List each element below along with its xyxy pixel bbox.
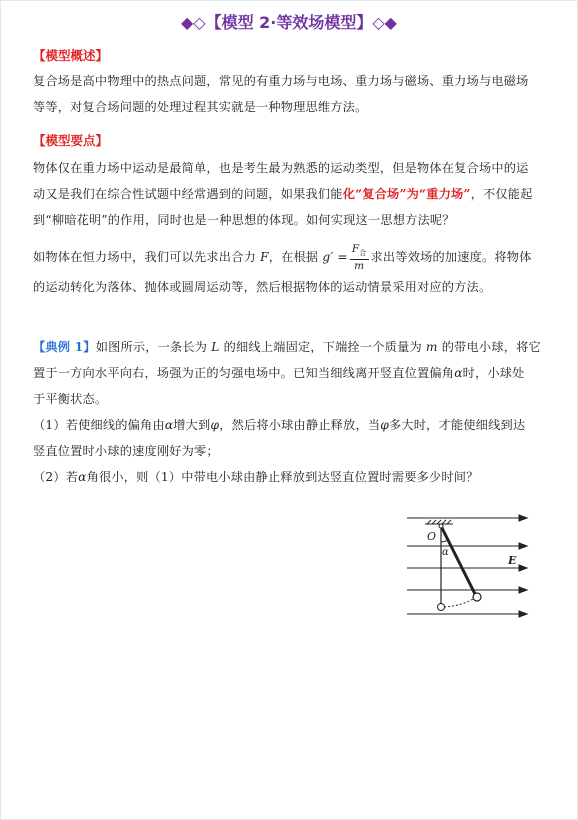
- q2-a: （2）若: [33, 470, 79, 484]
- ceiling-hatch: [425, 520, 453, 524]
- q1-alpha: α: [164, 418, 174, 432]
- formula-fraction: [350, 243, 369, 272]
- example-line-2: [33, 360, 543, 386]
- q2-b: 角很小，则（1）中带电小球由静止释放到达竖直位置时需要多少时间？: [86, 470, 479, 484]
- formula-text-c: 求出等效场的加速度。将物体: [370, 250, 532, 264]
- q1-d: 多大时，才能使细线到达: [388, 418, 526, 432]
- hatch-mark: [437, 520, 441, 524]
- pendulum-string: [441, 526, 475, 594]
- example-line-1-a: 如图所示，一条长为: [95, 340, 208, 354]
- hatch-mark: [447, 520, 451, 524]
- ball-bottom: [438, 604, 445, 611]
- hatch-mark: [427, 520, 431, 524]
- arrow-right-icon: [519, 543, 527, 549]
- question-2-line: [33, 464, 543, 490]
- example-line-2-a: 置于一方向水平向右，场强为正的匀强电场中。已知当细线离开竖直位置偏角: [33, 366, 455, 380]
- label-alpha: α: [442, 547, 449, 558]
- arrow-right-icon: [519, 587, 527, 593]
- page-title: ◆◇【模型 2·等效场模型】◇◆: [180, 13, 397, 32]
- q1-phi-2: φ: [380, 418, 389, 432]
- example-line-2-b: 时，小球处: [462, 366, 525, 380]
- question-1-line-1: [33, 412, 543, 438]
- q2-alpha: α: [78, 470, 87, 484]
- swing-path: [444, 599, 473, 607]
- question-1-line-2: 竖直位置时小球的速度刚好为零；: [33, 444, 219, 458]
- formula-F: F: [260, 250, 269, 264]
- overview-line-1: 复合场是高中物理中的热点问题，常见的有重力场与电场、重力场与磁场、重力场与电磁场: [33, 74, 529, 88]
- example-line-1-c: 的带电小球，将它: [441, 340, 541, 354]
- example-line-1-b: 的细线上端固定，下端拴一个质量为: [223, 340, 422, 354]
- fraction-numerator-sub: 合: [359, 249, 367, 258]
- formula-text-a: 如物体在恒力场中，我们可以先求出合力: [33, 250, 256, 264]
- example-paragraph: [33, 334, 543, 490]
- overview-paragraph: [33, 68, 543, 120]
- keypoints-line-2: [33, 181, 543, 207]
- formula-g: g′ =: [322, 250, 348, 264]
- keypoints-heading: 【模型要点】: [33, 133, 109, 148]
- example-line-1: [33, 334, 543, 360]
- keypoints-paragraph-1: [33, 155, 543, 233]
- keypoints-line-3: 到“柳暗花明”的作用，同时也是一种思想的体现。如何实现这一思想方法呢？: [33, 213, 455, 227]
- keypoints-line-2-a: 动又是我们在综合性试题中经常遇到的问题，如果我们能: [33, 187, 343, 201]
- hatch-mark: [442, 520, 446, 524]
- arrow-right-icon: [519, 565, 527, 571]
- overview-line-2: 等等，对复合场问题的处理过程其实就是一种物理思维方法。: [33, 100, 368, 114]
- example-alpha: α: [454, 366, 463, 380]
- q1-phi: φ: [210, 418, 220, 432]
- keypoints-paragraph-2: [33, 242, 543, 302]
- arrow-right-icon: [519, 611, 527, 617]
- q1-b: 增大到: [173, 418, 211, 432]
- keypoints-line-5: 的运动转化为落体、抛体或圆周运动等，然后根据物体的运动情景采用对应的方法。: [33, 280, 492, 295]
- fraction-denominator: m: [354, 260, 365, 273]
- pendulum-figure: [405, 508, 535, 626]
- q1-c: ，然后将小球由静止释放，当: [219, 418, 381, 432]
- label-E: E: [508, 554, 517, 567]
- keypoints-formula-line: [33, 242, 543, 272]
- hatch-mark: [432, 520, 436, 524]
- example-line-3: 于平衡状态。: [33, 392, 108, 406]
- fraction-numerator-F: F: [351, 242, 360, 255]
- arrow-right-icon: [519, 515, 527, 521]
- example-m: m: [425, 340, 438, 354]
- formula-text-b: ，在根据: [268, 250, 319, 264]
- angle-arc: [441, 540, 448, 542]
- fraction-numerator: [350, 243, 369, 260]
- keypoints-highlight: 化“复合场”为“重力场”: [342, 187, 471, 201]
- example-label: 【典例 1】: [33, 340, 96, 354]
- pivot-point: [439, 524, 443, 528]
- label-O: O: [427, 530, 437, 543]
- q1-a: （1）若使细线的偏角由: [33, 418, 165, 432]
- overview-heading: 【模型概述】: [33, 48, 109, 63]
- keypoints-line-1: 物体仅在重力场中运动是最简单，也是考生最为熟悉的运动类型，但是物体在复合场中的运: [33, 161, 529, 175]
- keypoints-line-2-b: ，不仅能起: [470, 187, 533, 201]
- ball-displaced: [473, 593, 481, 601]
- example-L: L: [211, 340, 220, 354]
